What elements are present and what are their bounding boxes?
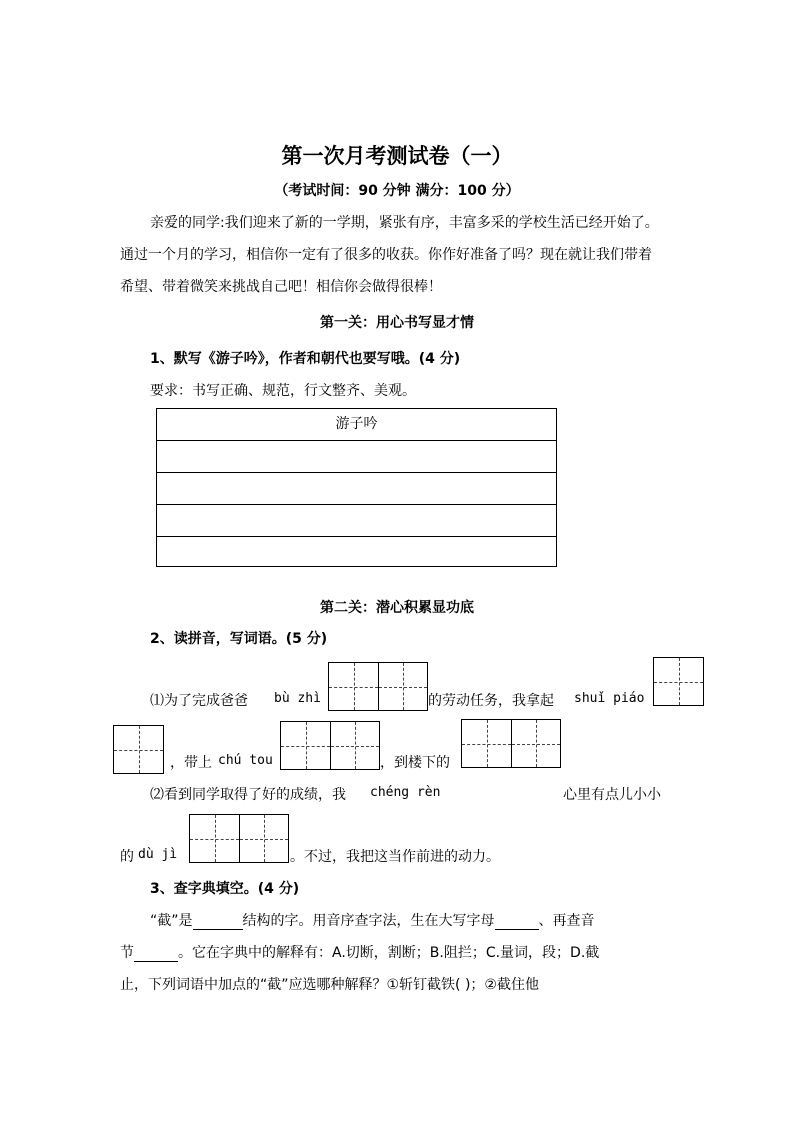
pinyin-du-ji: dù jì [138,847,178,862]
grid-cell[interactable] [114,726,163,773]
grid-cell[interactable] [239,815,288,862]
answer-grid-du-ji[interactable] [189,814,289,863]
q3-line2-text-a: 节 [120,945,134,961]
q3-line1-text-b: 结构的字。用音序查字法，生在大写字母 [242,913,495,929]
poem-writing-line[interactable] [157,504,556,505]
pinyin-cheng-ren: chéng rèn [370,785,441,800]
q2-line2-text-a: ，带上 [170,755,212,771]
q3-line1-text-c: 、再查音 [538,913,595,929]
answer-grid-shui-piao-2[interactable] [113,725,164,774]
poem-writing-line[interactable] [157,440,556,441]
section-1-title: 第一关：用心书写显才情 [320,315,474,331]
question-3-heading: 3、查字典填空。(4 分) [150,881,300,897]
grid-cell[interactable] [462,720,511,767]
blank-syllable[interactable] [134,947,178,962]
grid-cell[interactable] [190,815,239,862]
pinyin-chu-tou: chú tou [218,753,273,768]
grid-cell[interactable] [281,722,330,769]
question-1-requirement: 要求：书写正确、规范，行文整齐、美观。 [150,383,416,399]
page-title: 第一次月考测试卷（一） [281,144,513,168]
poem-writing-line[interactable] [157,536,556,537]
q2-line4-text-b: 。不过，我把这当作前进的动力。 [290,849,500,865]
blank-letter[interactable] [495,915,539,930]
intro-line-2: 通过一个月的学习，相信你一定有了很多的收获。你作好准备了吗？现在就让我们带着 [120,247,652,263]
answer-grid-bu-zhi[interactable] [328,662,428,711]
answer-grid-chu-tou[interactable] [280,721,380,770]
section-2-title: 第二关：潜心积累显功底 [320,600,474,616]
poem-writing-table [156,408,557,567]
q2-line1-text-a: ⑴为了完成爸爸 [150,693,248,709]
pinyin-shui-piao: shuǐ piáo [574,691,645,706]
intro-line-3: 希望、带着微笑来挑战自己吧！相信你会做得很棒！ [120,279,442,295]
blank-structure[interactable] [193,915,243,930]
intro-line-1: 亲爱的同学:我们迎来了新的一学期，紧张有序，丰富多采的学校生活已经开始了。 [150,215,659,231]
question-2-heading: 2、读拼音，写词语。(5 分) [150,631,328,647]
poem-table-title: 游子吟 [335,416,378,432]
grid-cell[interactable] [329,663,378,710]
pinyin-bu-zhi: bù zhì [274,691,321,706]
q2-line3-text-a: ⑵看到同学取得了好的成绩，我 [150,787,346,803]
grid-cell[interactable] [511,720,560,767]
answer-grid-location[interactable] [461,719,561,768]
poem-writing-line[interactable] [157,472,556,473]
q2-line3-text-b: 心里有点儿小小 [563,787,661,803]
q3-line1-text-a: “截”是 [150,913,193,929]
q3-line-1 [150,910,595,930]
question-1-heading: 1、默写《游子吟》，作者和朝代也要写哦。(4 分) [150,351,461,367]
exam-info: （考试时间：90 分钟 满分：100 分） [274,183,520,199]
answer-grid-shui-piao-1[interactable] [653,657,704,706]
q3-line-2 [120,942,599,962]
q3-line-3: 止，下列词语中加点的“截”应选哪种解释？①斩钉截铁( )；②截住他 [120,977,539,993]
grid-cell[interactable] [654,658,703,705]
q2-line4-text-a: 的 [120,849,134,865]
q2-line1-text-b: 的劳动任务，我拿起 [428,693,554,709]
grid-cell[interactable] [330,722,379,769]
q3-line2-text-b: 。它在字典中的解释有：A.切断，割断；B.阻拦；C.量词，段；D.截 [178,945,600,961]
grid-cell[interactable] [378,663,427,710]
q2-line2-text-b: ，到楼下的 [380,755,450,771]
